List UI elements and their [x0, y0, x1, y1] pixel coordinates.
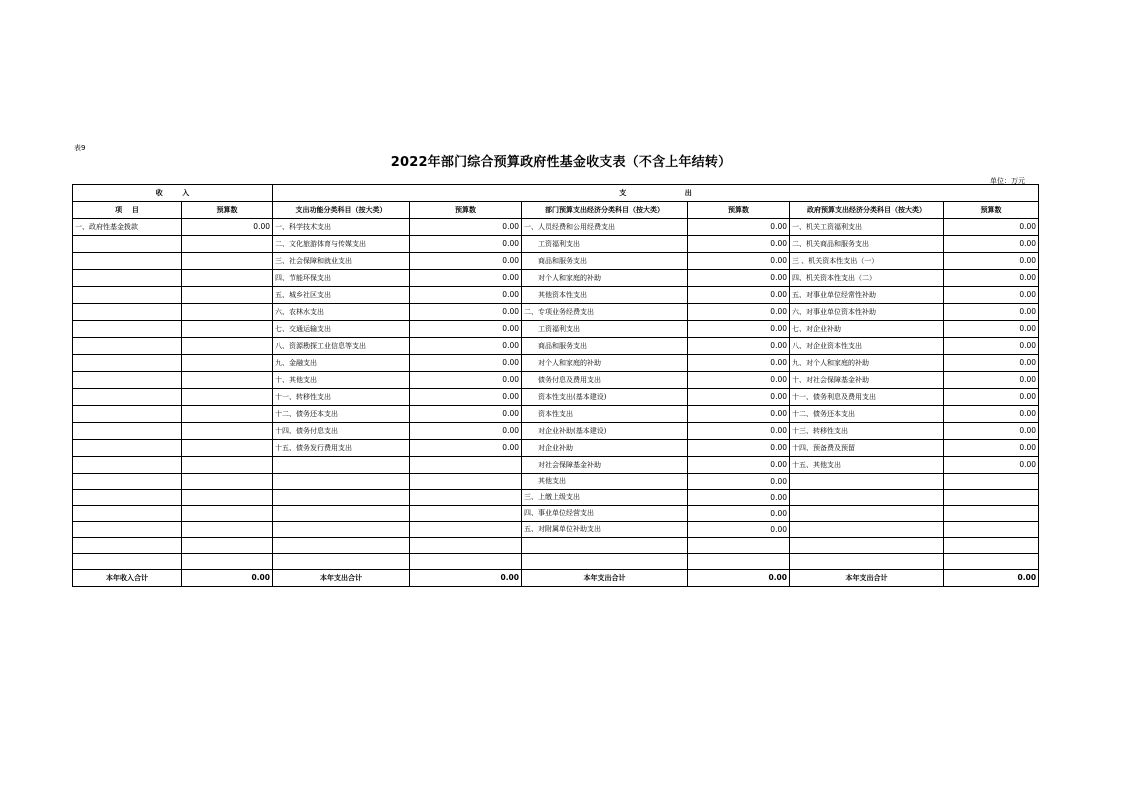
- income-item-cell: [73, 423, 182, 440]
- gov-econ-item-cell: 六、对事业单位资本性补助: [790, 304, 944, 321]
- income-item-cell: [73, 304, 182, 321]
- func-value-cell: 0.00: [410, 321, 522, 338]
- func-value-cell: 0.00: [410, 304, 522, 321]
- dept-econ-value-cell: 0.00: [688, 423, 790, 440]
- dept-econ-value-cell: 0.00: [688, 372, 790, 389]
- income-value-cell: [182, 389, 273, 406]
- dept-econ-item-cell: 五、对附属单位补助支出: [522, 522, 688, 538]
- dept-econ-item-cell: 工资福利支出: [522, 321, 688, 338]
- dept-econ-value-cell: 0.00: [688, 338, 790, 355]
- dept-econ-value-cell: 0.00: [688, 506, 790, 522]
- income-value-cell: [182, 321, 273, 338]
- table-row: [73, 287, 1039, 304]
- gov-econ-item-cell: [790, 506, 944, 522]
- dept-econ-value-cell: 0.00: [688, 406, 790, 423]
- table-row: [73, 506, 1039, 522]
- income-value-cell: [182, 304, 273, 321]
- income-value-cell: [182, 338, 273, 355]
- func-value-cell: 0.00: [410, 270, 522, 287]
- func-value-cell: [410, 490, 522, 506]
- func-value-cell: [410, 506, 522, 522]
- income-item-cell: [73, 287, 182, 304]
- dept-econ-item-cell: [522, 538, 688, 554]
- gov-econ-item-cell: [790, 522, 944, 538]
- table-row: [73, 522, 1039, 538]
- dept-econ-value-cell: 0.00: [688, 389, 790, 406]
- dept-econ-total-label: 本年支出合计: [522, 570, 688, 587]
- page-title: 2022年部门综合预算政府性基金收支表（不含上年结转）: [390, 155, 732, 170]
- gov-econ-value-cell: 0.00: [944, 287, 1039, 304]
- func-value-cell: [410, 457, 522, 474]
- dept-econ-item-cell: 对企业补助: [522, 440, 688, 457]
- func-item-cell: 三、社会保障和就业支出: [273, 253, 410, 270]
- income-item-cell: [73, 355, 182, 372]
- income-item-cell: [73, 236, 182, 253]
- income-value-cell: [182, 474, 273, 490]
- table-row: [73, 474, 1039, 490]
- gov-econ-value-cell: 0.00: [944, 236, 1039, 253]
- dept-econ-value-cell: 0.00: [688, 440, 790, 457]
- table-row: [73, 355, 1039, 372]
- func-value-cell: 0.00: [410, 287, 522, 304]
- dept-econ-item-cell: 其他支出: [522, 474, 688, 490]
- gov-econ-item-cell: [790, 538, 944, 554]
- income-item-cell: [73, 522, 182, 538]
- dept-econ-item-cell: 债务付息及费用支出: [522, 372, 688, 389]
- dept-econ-value-cell: 0.00: [688, 474, 790, 490]
- dept-econ-item-cell: 四、事业单位经营支出: [522, 506, 688, 522]
- func-item-cell: 十四、债务付息支出: [273, 423, 410, 440]
- table-row: [73, 538, 1039, 554]
- func-budget-header: 预算数: [410, 202, 522, 219]
- income-group-header: 收 入: [73, 185, 273, 202]
- income-item-cell: [73, 338, 182, 355]
- func-item-cell: 四、节能环保支出: [273, 270, 410, 287]
- func-item-cell: 八、资源勘探工业信息等支出: [273, 338, 410, 355]
- dept-econ-item-cell: 商品和服务支出: [522, 253, 688, 270]
- func-value-cell: 0.00: [410, 253, 522, 270]
- dept-econ-total-value: 0.00: [688, 570, 790, 587]
- gov-econ-value-cell: 0.00: [944, 389, 1039, 406]
- func-value-cell: [410, 474, 522, 490]
- dept-econ-item-cell: 其他资本性支出: [522, 287, 688, 304]
- func-total-label: 本年支出合计: [273, 570, 410, 587]
- gov-econ-item-cell: 十、对社会保障基金补助: [790, 372, 944, 389]
- dept-econ-value-cell: 0.00: [688, 270, 790, 287]
- gov-econ-item-cell: 四、机关资本性支出（二）: [790, 270, 944, 287]
- dept-econ-item-cell: 三、上缴上级支出: [522, 490, 688, 506]
- gov-budget-header: 预算数: [944, 202, 1039, 219]
- table-row: [73, 440, 1039, 457]
- gov-econ-item-cell: [790, 474, 944, 490]
- table-row: [73, 406, 1039, 423]
- income-value-cell: [182, 506, 273, 522]
- income-value-cell: [182, 270, 273, 287]
- dept-econ-item-cell: 商品和服务支出: [522, 338, 688, 355]
- gov-econ-value-cell: 0.00: [944, 372, 1039, 389]
- dept-econ-item-cell: 对个人和家庭的补助: [522, 355, 688, 372]
- table-row: [73, 457, 1039, 474]
- func-value-cell: 0.00: [410, 406, 522, 423]
- func-item-cell: 十二、债务还本支出: [273, 406, 410, 423]
- func-value-cell: 0.00: [410, 236, 522, 253]
- income-value-cell: [182, 423, 273, 440]
- income-item-cell: [73, 457, 182, 474]
- gov-econ-item-cell: 十三、转移性支出: [790, 423, 944, 440]
- gov-econ-value-cell: 0.00: [944, 219, 1039, 236]
- gov-econ-value-cell: 0.00: [944, 355, 1039, 372]
- income-item-cell: [73, 253, 182, 270]
- income-value-cell: [182, 538, 273, 554]
- gov-econ-value-cell: 0.00: [944, 321, 1039, 338]
- func-item-cell: [273, 474, 410, 490]
- table-row: [73, 219, 1039, 236]
- func-item-cell: [273, 538, 410, 554]
- dept-econ-value-cell: 0.00: [688, 490, 790, 506]
- income-value-cell: [182, 355, 273, 372]
- gov-econ-value-cell: [944, 554, 1039, 570]
- income-item-cell: 一、政府性基金拨款: [73, 219, 182, 236]
- func-item-cell: 一、科学技术支出: [273, 219, 410, 236]
- dept-econ-value-cell: [688, 538, 790, 554]
- func-value-cell: [410, 522, 522, 538]
- income-total-label: 本年收入合计: [73, 570, 182, 587]
- income-value-cell: [182, 287, 273, 304]
- unit-label: 单位：万元: [990, 177, 1025, 185]
- gov-econ-value-cell: 0.00: [944, 270, 1039, 287]
- gov-econ-item-cell: [790, 554, 944, 570]
- gov-econ-item-cell: 七、对企业补助: [790, 321, 944, 338]
- func-value-cell: 0.00: [410, 338, 522, 355]
- income-total-value: 0.00: [182, 570, 273, 587]
- func-item-cell: [273, 554, 410, 570]
- dept-econ-item-cell: 对企业补助(基本建设): [522, 423, 688, 440]
- gov-econ-item-cell: 八、对企业资本性支出: [790, 338, 944, 355]
- func-item-cell: [273, 490, 410, 506]
- income-value-cell: [182, 253, 273, 270]
- func-value-cell: 0.00: [410, 355, 522, 372]
- func-value-cell: [410, 554, 522, 570]
- dept-econ-value-cell: 0.00: [688, 304, 790, 321]
- table-row: [73, 236, 1039, 253]
- func-value-cell: 0.00: [410, 372, 522, 389]
- income-value-cell: [182, 406, 273, 423]
- group-header-row: [73, 185, 1039, 202]
- dept-econ-value-cell: 0.00: [688, 457, 790, 474]
- func-item-cell: 十五、债务发行费用支出: [273, 440, 410, 457]
- gov-econ-item-cell: 九、对个人和家庭的补助: [790, 355, 944, 372]
- totals-row: [73, 570, 1039, 587]
- func-item-cell: 十、其他支出: [273, 372, 410, 389]
- gov-econ-item-cell: [790, 490, 944, 506]
- dept-econ-value-cell: 0.00: [688, 287, 790, 304]
- table-row: [73, 372, 1039, 389]
- income-value-cell: [182, 522, 273, 538]
- gov-econ-item-cell: 十二、债务还本支出: [790, 406, 944, 423]
- gov-econ-value-cell: 0.00: [944, 304, 1039, 321]
- func-item-cell: 九、金融支出: [273, 355, 410, 372]
- dept-econ-value-cell: [688, 554, 790, 570]
- income-item-cell: [73, 270, 182, 287]
- income-value-cell: [182, 490, 273, 506]
- dept-econ-item-cell: 工资福利支出: [522, 236, 688, 253]
- income-item-cell: [73, 474, 182, 490]
- gov-econ-class-header: 政府预算支出经济分类科目（按大类）: [790, 202, 944, 219]
- func-item-cell: 七、交通运输支出: [273, 321, 410, 338]
- table-row: [73, 338, 1039, 355]
- dept-econ-value-cell: 0.00: [688, 355, 790, 372]
- table-row: [73, 270, 1039, 287]
- func-total-value: 0.00: [410, 570, 522, 587]
- table-row: [73, 554, 1039, 570]
- income-value-cell: 0.00: [182, 219, 273, 236]
- dept-econ-item-cell: 资本性支出(基本建设): [522, 389, 688, 406]
- dept-econ-value-cell: 0.00: [688, 253, 790, 270]
- income-item-cell: [73, 321, 182, 338]
- gov-econ-value-cell: [944, 522, 1039, 538]
- income-value-cell: [182, 236, 273, 253]
- gov-econ-value-cell: [944, 506, 1039, 522]
- dept-econ-item-cell: [522, 554, 688, 570]
- income-item-cell: [73, 490, 182, 506]
- func-value-cell: [410, 538, 522, 554]
- table-number: 表9: [74, 144, 86, 152]
- gov-econ-item-cell: 十一、债务利息及费用支出: [790, 389, 944, 406]
- income-item-cell: [73, 406, 182, 423]
- income-item-cell: [73, 440, 182, 457]
- table-row: [73, 304, 1039, 321]
- table-row: [73, 423, 1039, 440]
- table-row: [73, 253, 1039, 270]
- expense-group-header: 支 出: [273, 185, 1039, 202]
- item-header: 项 目: [73, 202, 182, 219]
- dept-econ-value-cell: 0.00: [688, 522, 790, 538]
- gov-econ-item-cell: 五、对事业单位经常性补助: [790, 287, 944, 304]
- income-value-cell: [182, 554, 273, 570]
- income-value-cell: [182, 440, 273, 457]
- dept-econ-item-cell: 对个人和家庭的补助: [522, 270, 688, 287]
- dept-econ-item-cell: 资本性支出: [522, 406, 688, 423]
- gov-econ-item-cell: 十五、其他支出: [790, 457, 944, 474]
- income-item-cell: [73, 389, 182, 406]
- gov-econ-value-cell: 0.00: [944, 423, 1039, 440]
- dept-econ-value-cell: 0.00: [688, 236, 790, 253]
- dept-econ-item-cell: 二、专项业务经费支出: [522, 304, 688, 321]
- func-value-cell: 0.00: [410, 389, 522, 406]
- gov-econ-value-cell: 0.00: [944, 440, 1039, 457]
- func-item-cell: 二、文化旅游体育与传媒支出: [273, 236, 410, 253]
- gov-econ-value-cell: 0.00: [944, 253, 1039, 270]
- dept-econ-value-cell: 0.00: [688, 321, 790, 338]
- func-item-cell: [273, 457, 410, 474]
- table-row: [73, 389, 1039, 406]
- func-class-header: 支出功能分类科目（按大类）: [273, 202, 410, 219]
- gov-econ-value-cell: 0.00: [944, 457, 1039, 474]
- dept-econ-value-cell: 0.00: [688, 219, 790, 236]
- table-row: [73, 321, 1039, 338]
- func-value-cell: 0.00: [410, 219, 522, 236]
- income-budget-header: 预算数: [182, 202, 273, 219]
- gov-econ-total-value: 0.00: [944, 570, 1039, 587]
- func-item-cell: [273, 522, 410, 538]
- gov-econ-item-cell: 三 、机关资本性支出（一）: [790, 253, 944, 270]
- budget-table: [72, 184, 1039, 587]
- gov-econ-item-cell: 十四、预备费及预留: [790, 440, 944, 457]
- func-value-cell: 0.00: [410, 423, 522, 440]
- dept-econ-item-cell: 对社会保障基金补助: [522, 457, 688, 474]
- income-item-cell: [73, 372, 182, 389]
- income-item-cell: [73, 554, 182, 570]
- func-item-cell: 五、城乡社区支出: [273, 287, 410, 304]
- gov-econ-item-cell: 二、机关商品和服务支出: [790, 236, 944, 253]
- func-value-cell: 0.00: [410, 440, 522, 457]
- gov-econ-value-cell: [944, 474, 1039, 490]
- income-value-cell: [182, 372, 273, 389]
- dept-econ-class-header: 部门预算支出经济分类科目（按大类）: [522, 202, 688, 219]
- dept-budget-header: 预算数: [688, 202, 790, 219]
- income-value-cell: [182, 457, 273, 474]
- gov-econ-value-cell: [944, 538, 1039, 554]
- gov-econ-value-cell: 0.00: [944, 406, 1039, 423]
- table-row: [73, 490, 1039, 506]
- func-item-cell: 十一、转移性支出: [273, 389, 410, 406]
- column-header-row: [73, 202, 1039, 219]
- income-item-cell: [73, 538, 182, 554]
- func-item-cell: 六、农林水支出: [273, 304, 410, 321]
- gov-econ-value-cell: 0.00: [944, 338, 1039, 355]
- gov-econ-value-cell: [944, 490, 1039, 506]
- gov-econ-item-cell: 一、机关工资福利支出: [790, 219, 944, 236]
- gov-econ-total-label: 本年支出合计: [790, 570, 944, 587]
- dept-econ-item-cell: 一、人员经费和公用经费支出: [522, 219, 688, 236]
- func-item-cell: [273, 506, 410, 522]
- income-item-cell: [73, 506, 182, 522]
